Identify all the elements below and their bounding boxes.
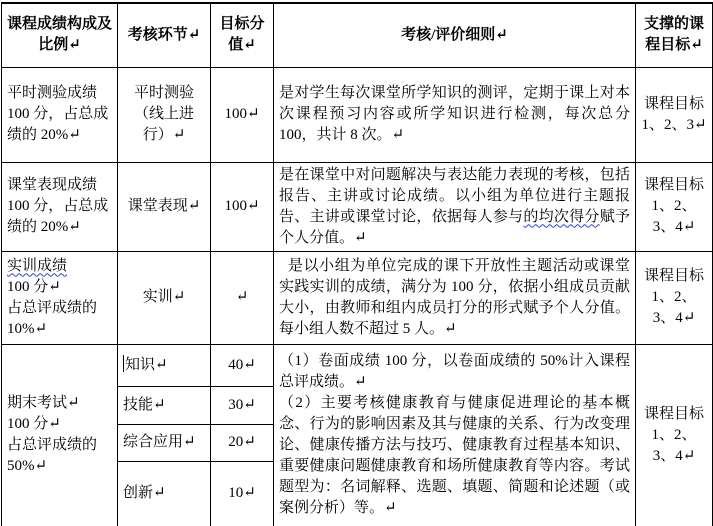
table-row-final-knowledge [2, 344, 713, 386]
final-sub-skill-cell: 技能↵ [118, 386, 211, 424]
quiz-composition-cell: 平时测验成绩 100 分，占总成绩的 20%↵ [2, 67, 118, 162]
final-composition-cell [2, 344, 118, 526]
criteria-paragraph: （2）主要考核健康教育与健康促进理论的基本概念、行为的影响因素及其与健康的关系、行为改变理论、健康传播方法与技巧、健康教育过程基本知识、重要健康问题健康教育和场所健康教育等内容。考试题型为：名词解释、选题、填题、简题和论述题（或案例分析）等。↵ [279, 395, 630, 517]
header-composition: 课程成绩构成及比例↵ [2, 3, 118, 67]
composition-line: 100 分↵ [7, 416, 61, 433]
header-component: 考核环节↵ [118, 3, 211, 67]
header-target-score: 目标分值↵ [211, 3, 274, 67]
practice-component-cell: 实训↵ [118, 251, 211, 344]
practice-score-cell: ↵ [211, 251, 274, 344]
table-header-row [2, 3, 713, 67]
final-criteria-cell [274, 344, 636, 526]
classroom-composition-cell: 课堂表现成绩 100 分，占总成绩的 20%↵ [2, 162, 118, 251]
header-criteria: 考核/评价细则↵ [274, 3, 636, 67]
classroom-objectives-cell: 课程目标 1、2、3、4↵ [636, 162, 713, 251]
criteria-text: 是在课堂中对问题解决与表达能力表现的考核，包括报告、主讲或讨论成绩。以小组为单位进行主题报告、主讲或课堂讨论，依据每人参与 [279, 166, 630, 225]
practice-composition-cell [2, 251, 118, 344]
assessment-table [1, 2, 713, 526]
criteria-text: 赋予个人分值。↵ [279, 208, 630, 246]
composition-line: 占总评成绩的 50%↵ [7, 437, 98, 475]
final-objectives-cell: 课程目标 1、2、3、4↵ [636, 344, 713, 526]
classroom-criteria-cell [274, 162, 636, 251]
composition-line: 占总评成绩的 10%↵ [7, 299, 98, 337]
sub-item-label: 知识↵ [125, 356, 168, 373]
final-sub-application-score: 20↵ [211, 424, 274, 461]
final-sub-knowledge-cell [118, 344, 211, 386]
practice-objectives-cell: 课程目标 1、2、3、4↵ [636, 251, 713, 344]
final-sub-application-cell: 综合应用↵ [118, 424, 211, 461]
table-row-quiz [2, 67, 713, 162]
text-cursor-caret [123, 355, 124, 372]
final-sub-skill-score: 30↵ [211, 386, 274, 424]
final-sub-innovation-score: 10↵ [211, 461, 274, 526]
table-row-practice [2, 251, 713, 344]
quiz-score-cell: 100↵ [211, 67, 274, 162]
quiz-objectives-cell: 课程目标 1、2、3↵ [636, 67, 713, 162]
composition-line: 100 分↵ [7, 278, 61, 295]
practice-criteria-cell: 是以小组为单位完成的课下开放性主题活动或课堂实践实训的成绩，满分为 100 分，依据小组成员贡献大小，由教师和组内成员打分的形式赋予个人分值。每小组人数不超过 5 人。↵ [274, 251, 636, 344]
spellcheck-squiggle-text: 的均次得分 [523, 208, 600, 225]
table-row-classroom [2, 162, 713, 251]
quiz-component-cell: 平时测验（线上进行）↵ [118, 67, 211, 162]
quiz-criteria-cell: 是对学生每次课堂所学知识的测评，定期于课上对本次课程预习内容或所学知识进行检测，每次总分 100，共计 8 次。↵ [274, 67, 636, 162]
final-sub-innovation-cell: 创新↵ [118, 461, 211, 526]
header-objectives: 支撑的课程目标↵ [636, 3, 713, 67]
spellcheck-squiggle-text: 实训成绩 [7, 257, 68, 274]
classroom-component-cell: 课堂表现↵ [118, 162, 211, 251]
composition-line: 期末考试↵ [7, 395, 80, 412]
final-sub-knowledge-score: 40↵ [211, 344, 274, 386]
criteria-paragraph: （1）卷面成绩 100 分，以卷面成绩的 50%计入课程总评成绩。↵ [279, 353, 630, 391]
classroom-score-cell: 100↵ [211, 162, 274, 251]
